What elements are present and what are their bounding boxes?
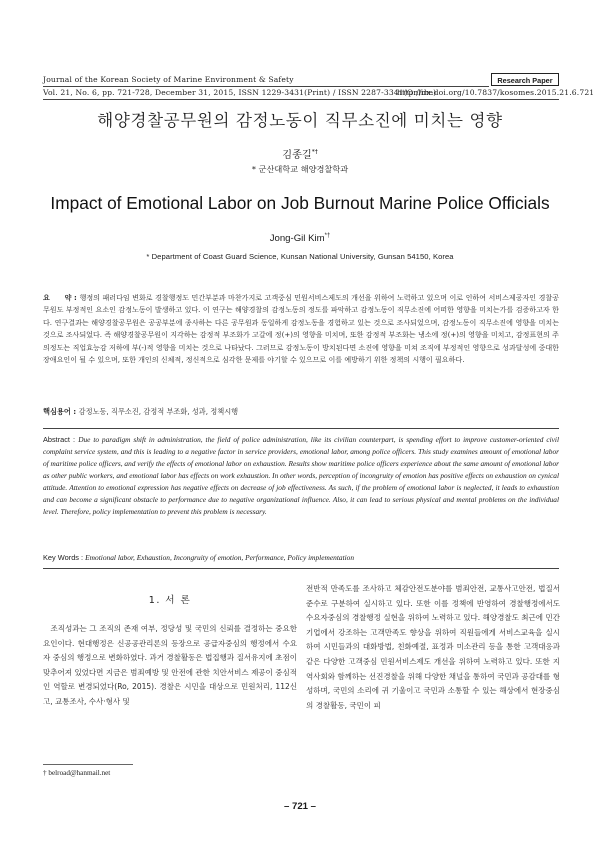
keywords-korean [43,407,559,417]
footnote-rule [43,764,133,765]
author-english-name: Jong-Gil Kim [269,233,325,245]
author-korean-mark: *† [311,148,318,156]
keywords-korean-text: 감정노동, 직무소진, 감정적 부조화, 성과, 정책시행 [78,407,239,416]
page-number: – 721 – [283,801,316,812]
abstract-rule-top [43,428,559,429]
volume-info: Vol. 21, No. 6, pp. 721-728, December 31, 2015, ISSN 1229-3431(Print) / ISSN 2287-3341(Online) [43,88,437,97]
footnote-email: † belroad@hanmail.net [43,769,111,777]
title-korean: 해양경찰공무원의 감정노동이 직무소진에 미치는 영향 [97,111,503,130]
section-heading-introduction: 1. 서 론 [148,595,192,606]
abstract-korean [43,292,559,367]
keywords-korean-label: 핵심용어 : [43,407,79,416]
abstract-rule-bottom [43,568,559,569]
abstract-english [43,434,559,518]
journal-name: Journal of the Korean Society of Marine Environment & Safety [43,75,294,84]
header-rule-bottom [43,99,559,100]
keywords-english [43,553,559,562]
affiliation-korean: * 군산대학교 해양경찰학과 [251,164,349,174]
body-text-left-column: 조직성과는 그 조직의 존재 여부, 정당성 및 국민의 신뢰를 결정하는 중요한 요인이다. 현대행정은 신공공관리론의 등장으로 공급자중심의 행정에서 수요자 중심의 행정으로 변화하였다. 과거 경찰활동은 법집행과 질서유지에 초점이 맞추어져 있었다면 지금은 범죄예방 및 안전에 관한 치안서비스 제공이 중심적인 역할로 변경되었다(Ro, 2015). 경찰은 시민을 대상으로 민원처리, 112신고, 교통조사, 수사·형사 및 [43,624,297,706]
keywords-english-label: Key Words : [43,553,86,562]
abstract-english-label: Abstract : [43,435,79,444]
article-type-badge: Research Paper [491,73,559,86]
author-korean-name: 김종길 [282,150,312,161]
author-english [0,233,600,244]
abstract-english-text: Due to paradigm shift in administration, the field of police administration, like its civilian counterpart, is spending effort to improve customer-oriented civil complaint service system, and this is leading to a negative factor in service providers, emotional labor, among police officers. This study examines amount of emotional labor of maritime police officers, and verify the effects of emotional labor on exhaustion. Results show maritime police officers experience about the same amount of emotional labor as other public workers, and emotional labor has effects on work exhaustion. In other words, perception of incongruity of emotion has positive effects on exhaustion on cynical attitude. Attention to emotional expression has negative effects on decrease of job effectiveness. As such, if the problem of emotional labor is neglected, it leads to exhaustion and can become a significant obstacle to performance due to negative organizational influence. Also, it can lead to serious physical and mental problems on the individual level. Therefore, policy implementation to prevent this problem is necessary. [43,435,559,517]
keywords-english-text: Emotional labor, Exhaustion, Incongruity of emotion, Performance, Policy implementation [85,553,355,562]
affiliation-english: * Department of Coast Guard Science, Kunsan National University, Gunsan 54150, Korea [146,252,454,261]
abstract-korean-label: 요 약 : [43,293,80,302]
doi-link[interactable]: http://dx.doi.org/10.7837/kosomes.2015.21.6.721 [397,88,595,97]
body-text-right-column: 전반적 만족도를 조사하고 체감안전도분야를 범죄안전, 교통사고안전, 법질서준수로 구분하여 실시하고 있다. 또한 이를 정책에 반영하여 경찰행정에서도 수요자중심의 경찰행정 실현을 위하여 노력하고 있다. 해양경찰도 최근에 민간기업에서 강조하는 고객만족도 향상을 위하여 직원들에게 서비스교육을 실시하여 시민들과의 대화방법, 친화예절, 표정과 미소관리 등을 통한 고객대응과 같은 다양한 고객중심 민원서비스제도 개선을 위하여 노력하고 있다. 또한 지역사회와 함께하는 선진경찰을 위해 다양한 채널을 통하여 국민과 공감대를 형성하며, 국민의 소리에 귀 기울이고 국민과 소통할 수 있는 해상에서 현장중심의 경찰활동, 국민이 피 [306,584,560,710]
author-english-mark: *† [324,233,331,239]
author-korean [0,146,600,161]
header-rule-top [43,86,489,87]
abstract-korean-text: 행정의 패러다임 변화로 경찰행정도 민간부분과 마찬가지로 고객중심 민원서비스제도의 개선을 위하여 노력하고 있으며 이로 인하여 서비스제공자인 경찰공무원도 부정적인 요소인 감정노동이 발생하고 있다. 이 연구는 해양경찰의 감정노동의 정도를 파악하고 감정노동이 직무소진에 어떠한 영향을 미치는가를 검증하고자 한다. 연구결과는 해양경찰공무원은 공공부분에 종사하는 다른 공무원과 동일하게 감정노동을 경험하고 있는 것으로 조사되었으며, 감정노동이 직무소진에 영향을 미치는 것으로 조사되었다. 즉 해양경찰공무원이 지각하는 감정적 부조화가 고갈에 정(+)의 영향을 미치며, 또한 감정적 부조화는 냉소에 정(+)의 영향을 미치고, 감정표현의 주의정도는 직업효능감 저하에 부(-)적 영향을 미치는 것으로 나타났다. 그러므로 감정노동이 방치된다면 소진에 영향을 미쳐 조직에 부정적인 영향으로 성과달성에 중대한 장애요인이 될 수 있으며, 또한 개인의 신체적, 정신적으로 심각한 문제를 야기할 수 있으므로 이를 예방하기 위한 정책의 시행이 필요하다. [43,293,560,365]
title-english: Impact of Emotional Labor on Job Burnout Marine Police Officials [50,193,550,213]
